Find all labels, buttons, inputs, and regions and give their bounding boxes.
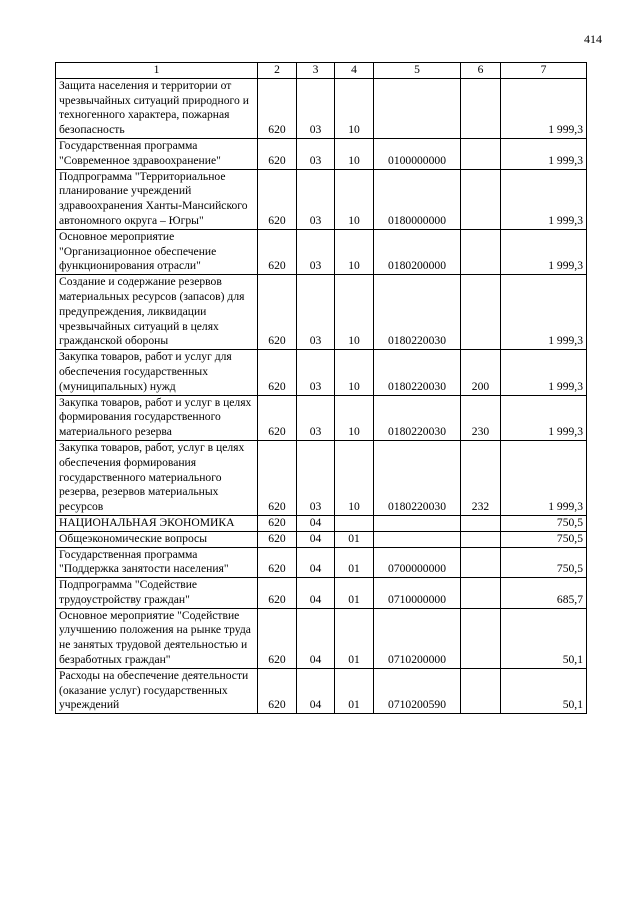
ved-cell: 620 [258, 350, 297, 395]
amount-cell: 1 999,3 [501, 229, 587, 274]
table-row [56, 78, 587, 138]
expense-type-cell [461, 578, 501, 609]
header-cell: 7 [501, 63, 587, 79]
table-row [56, 578, 587, 609]
amount-cell: 50,1 [501, 608, 587, 668]
subsection-cell [335, 515, 374, 531]
ved-cell: 620 [258, 229, 297, 274]
table-row [56, 275, 587, 350]
section-cell: 03 [297, 395, 335, 440]
name-cell: Подпрограмма "Содействие трудоустройству граждан" [56, 578, 258, 609]
subsection-cell: 10 [335, 440, 374, 515]
section-cell: 04 [297, 668, 335, 713]
target-article-cell: 0180200000 [374, 229, 461, 274]
name-cell: Закупка товаров, работ и услуг в целях формирования государственного материального резерва [56, 395, 258, 440]
expense-type-cell [461, 78, 501, 138]
name-cell: Закупка товаров, работ, услуг в целях обеспечения формирования государственного материального резерва, резервов материальных ресурсов [56, 440, 258, 515]
name-cell: Защита населения и территории от чрезвычайных ситуаций природного и техногенного характера, пожарная безопасность [56, 78, 258, 138]
expense-type-cell [461, 275, 501, 350]
amount-cell: 750,5 [501, 515, 587, 531]
ved-cell: 620 [258, 531, 297, 547]
expense-type-cell: 232 [461, 440, 501, 515]
subsection-cell: 10 [335, 229, 374, 274]
section-cell: 04 [297, 547, 335, 578]
target-article-cell: 0710200000 [374, 608, 461, 668]
ved-cell: 620 [258, 515, 297, 531]
name-cell: Общеэкономические вопросы [56, 531, 258, 547]
ved-cell: 620 [258, 440, 297, 515]
target-article-cell: 0710200590 [374, 668, 461, 713]
table-row [56, 608, 587, 668]
name-cell: Государственная программа "Современное здравоохранение" [56, 138, 258, 169]
ved-cell: 620 [258, 668, 297, 713]
name-cell: Подпрограмма "Территориальное планирование учреждений здравоохранения Ханты-Мансийского автономного округа – Югры" [56, 169, 258, 229]
amount-cell: 1 999,3 [501, 440, 587, 515]
table-row [56, 440, 587, 515]
section-cell: 03 [297, 78, 335, 138]
amount-cell: 1 999,3 [501, 169, 587, 229]
header-cell: 6 [461, 63, 501, 79]
amount-cell: 50,1 [501, 668, 587, 713]
name-cell: Основное мероприятие "Организационное обеспечение функционирования отрасли" [56, 229, 258, 274]
expense-type-cell: 230 [461, 395, 501, 440]
subsection-cell: 10 [335, 275, 374, 350]
subsection-cell: 01 [335, 531, 374, 547]
table-row [56, 395, 587, 440]
target-article-cell: 0180000000 [374, 169, 461, 229]
ved-cell: 620 [258, 275, 297, 350]
subsection-cell: 01 [335, 608, 374, 668]
subsection-cell: 01 [335, 578, 374, 609]
subsection-cell: 10 [335, 138, 374, 169]
name-cell: Закупка товаров, работ и услуг для обеспечения государственных (муниципальных) нужд [56, 350, 258, 395]
subsection-cell: 10 [335, 350, 374, 395]
ved-cell: 620 [258, 578, 297, 609]
amount-cell: 1 999,3 [501, 350, 587, 395]
amount-cell: 685,7 [501, 578, 587, 609]
section-cell: 03 [297, 169, 335, 229]
section-cell: 03 [297, 229, 335, 274]
table-row [56, 531, 587, 547]
expense-type-cell [461, 547, 501, 578]
table-row [56, 138, 587, 169]
expense-type-cell [461, 515, 501, 531]
ved-cell: 620 [258, 78, 297, 138]
budget-table [55, 62, 587, 714]
ved-cell: 620 [258, 138, 297, 169]
expense-type-cell [461, 608, 501, 668]
expense-type-cell [461, 138, 501, 169]
target-article-cell [374, 78, 461, 138]
amount-cell: 1 999,3 [501, 275, 587, 350]
subsection-cell: 10 [335, 395, 374, 440]
table-body [56, 63, 587, 714]
page-number: 414 [584, 32, 602, 46]
header-cell: 3 [297, 63, 335, 79]
section-cell: 03 [297, 440, 335, 515]
expense-type-cell [461, 229, 501, 274]
table-row [56, 515, 587, 531]
table-row [56, 229, 587, 274]
section-cell: 03 [297, 275, 335, 350]
expense-type-cell [461, 169, 501, 229]
name-cell: Государственная программа "Поддержка занятости населения" [56, 547, 258, 578]
name-cell: Расходы на обеспечение деятельности (оказание услуг) государственных учреждений [56, 668, 258, 713]
amount-cell: 1 999,3 [501, 395, 587, 440]
header-cell: 1 [56, 63, 258, 79]
section-cell: 04 [297, 515, 335, 531]
section-cell: 03 [297, 138, 335, 169]
section-cell: 04 [297, 608, 335, 668]
subsection-cell: 01 [335, 668, 374, 713]
header-row [56, 63, 587, 79]
subsection-cell: 01 [335, 547, 374, 578]
target-article-cell: 0180220030 [374, 395, 461, 440]
table-row [56, 350, 587, 395]
ved-cell: 620 [258, 547, 297, 578]
target-article-cell: 0700000000 [374, 547, 461, 578]
expense-type-cell [461, 531, 501, 547]
name-cell: Создание и содержание резервов материальных ресурсов (запасов) для предупреждения, ликвидации чрезвычайных ситуаций в целях гражданской обороны [56, 275, 258, 350]
section-cell: 04 [297, 531, 335, 547]
section-cell: 04 [297, 578, 335, 609]
target-article-cell [374, 531, 461, 547]
subsection-cell: 10 [335, 78, 374, 138]
header-cell: 4 [335, 63, 374, 79]
section-cell: 03 [297, 350, 335, 395]
header-cell: 2 [258, 63, 297, 79]
target-article-cell: 0710000000 [374, 578, 461, 609]
amount-cell: 1 999,3 [501, 78, 587, 138]
name-cell: НАЦИОНАЛЬНАЯ ЭКОНОМИКА [56, 515, 258, 531]
target-article-cell [374, 515, 461, 531]
amount-cell: 1 999,3 [501, 138, 587, 169]
header-cell: 5 [374, 63, 461, 79]
target-article-cell: 0100000000 [374, 138, 461, 169]
table-row [56, 668, 587, 713]
amount-cell: 750,5 [501, 547, 587, 578]
expense-type-cell: 200 [461, 350, 501, 395]
ved-cell: 620 [258, 608, 297, 668]
target-article-cell: 0180220030 [374, 275, 461, 350]
amount-cell: 750,5 [501, 531, 587, 547]
name-cell: Основное мероприятие "Содействие улучшению положения на рынке труда не занятых трудовой деятельностью и безработных граждан" [56, 608, 258, 668]
table-row [56, 169, 587, 229]
subsection-cell: 10 [335, 169, 374, 229]
expense-type-cell [461, 668, 501, 713]
ved-cell: 620 [258, 169, 297, 229]
target-article-cell: 0180220030 [374, 350, 461, 395]
table-row [56, 547, 587, 578]
target-article-cell: 0180220030 [374, 440, 461, 515]
ved-cell: 620 [258, 395, 297, 440]
